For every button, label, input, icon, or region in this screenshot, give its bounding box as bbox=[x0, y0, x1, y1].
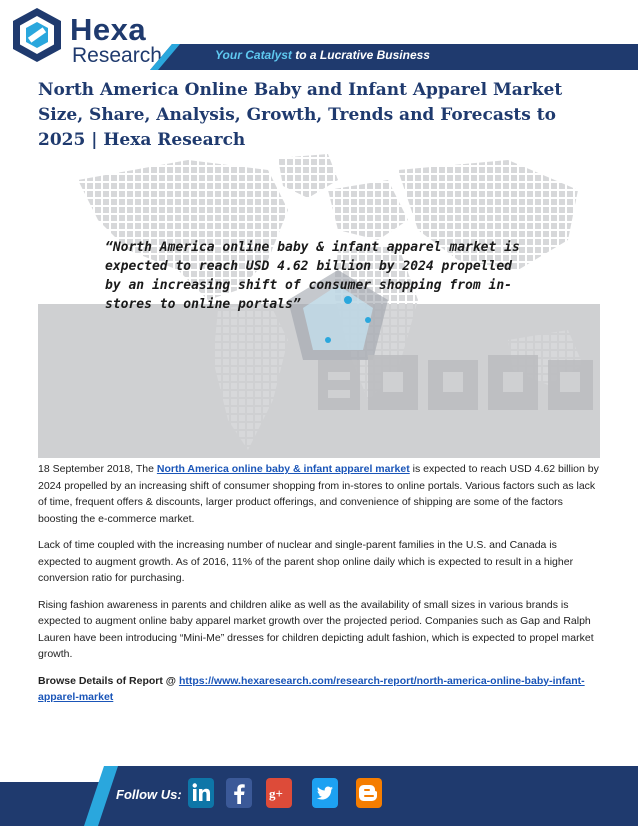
linkedin-icon[interactable] bbox=[188, 778, 214, 808]
browse-label: Browse Details of Report @ bbox=[38, 674, 179, 687]
facebook-icon[interactable] bbox=[226, 778, 252, 808]
tagline: Your Catalyst to a Lucrative Business bbox=[215, 48, 430, 62]
article-body bbox=[38, 461, 600, 716]
page-title: North America Online Baby and Infant Apparel Market Size, Share, Analysis, Growth, Trends and Forecasts to 2025 | Hexa Research bbox=[38, 80, 563, 150]
pull-quote: “North America online baby & infant apparel market is expected to reach USD 4.62 billion by 2024 propelled by an increasing shift of consumer shopping from in-stores to online portals” bbox=[105, 240, 520, 312]
hexa-research-logo bbox=[8, 6, 168, 66]
twitter-icon[interactable] bbox=[312, 778, 338, 808]
svg-text:g+: g+ bbox=[269, 786, 283, 801]
paragraph-fashion: Rising fashion awareness in parents and children alike as well as the availability of small sizes in various brands is expected to augment online baby apparel market growth over the projected period. Companies such as Gap and Ralph Lauren have been introducing “Mini-Me” dresses for children depicting adult fashion, which is expected to propel market growth. bbox=[38, 598, 594, 660]
hexa-logo-icon bbox=[8, 6, 66, 64]
paragraph-intro: 18 September 2018, The North America online baby & infant apparel market is expected to reach USD 4.62 billion by 2024 propelled by an increasing shift of consumer shopping from in-stores to online portals. Various factors such as lack of time, frequent offers & discounts, larger product offerings, and convenience of shipping are some of the factors boosting the e-commerce market. bbox=[38, 463, 599, 525]
paragraph-browse bbox=[38, 673, 600, 706]
blogger-icon[interactable] bbox=[356, 778, 382, 808]
market-link[interactable]: North America online baby & infant apparel market bbox=[156, 463, 410, 475]
report-url-link[interactable]: https://www.hexaresearch.com/research-report/north-america-online-baby-infant-apparel-market bbox=[38, 674, 585, 703]
paragraph-growth: Lack of time coupled with the increasing number of nuclear and single-parent families in the U.S. and Canada is expected to augment growth. As of 2016, 11% of the parent shop online daily which is expected to result in a higher conversion ratio for purchasing. bbox=[38, 539, 574, 584]
logo-wordmark-research: Research bbox=[72, 44, 162, 67]
follow-us-label: Follow Us: bbox=[116, 787, 182, 802]
googleplus-icon[interactable] bbox=[266, 778, 292, 808]
logo-wordmark-hexa: Hexa bbox=[70, 12, 147, 47]
